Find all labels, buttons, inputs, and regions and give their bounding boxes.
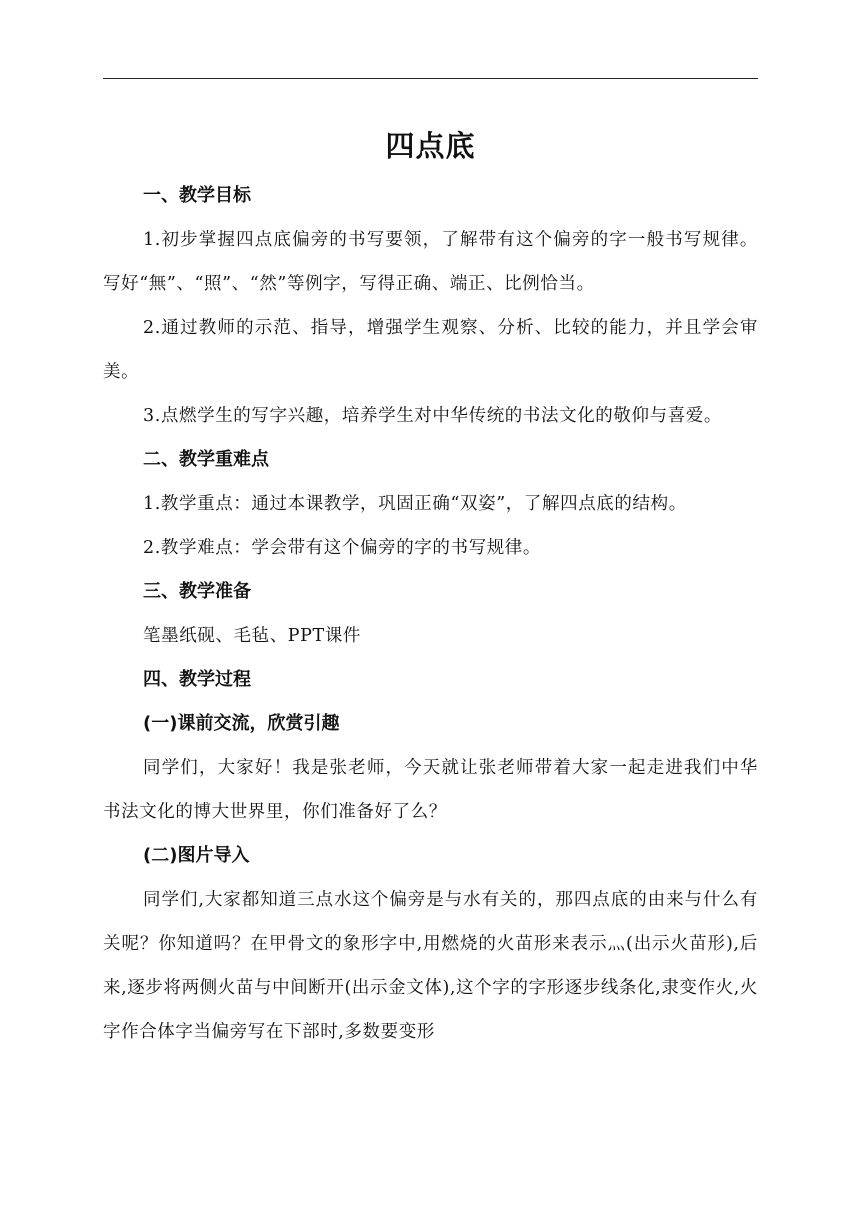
process-step-text: 同学们,大家都知道三点水这个偏旁是与水有关的，那四点底的由来与什么有关呢？你知道吗？在甲骨文的象形字中,用燃烧的火苗形来表示灬(出示火苗形),后来,逐步将两侧火苗与中间断开(出示金文体),这个字的字形逐步线条化,隶变作火,火字作合体字当偏旁写在下部时,多数要变形 (103, 890, 758, 1042)
key-point-item: 2.教学难点：学会带有这个偏旁的字的书写规律。 (143, 538, 541, 558)
page-title: 四点底 (385, 129, 476, 163)
section-heading-key-points: 二、教学重难点 (143, 449, 269, 470)
objective-item: 3.点燃学生的写字兴趣，培养学生对中华传统的书法文化的敬仰与喜爱。 (143, 406, 722, 426)
process-step-heading: (一)课前交流，欣赏引趣 (143, 713, 340, 734)
process-step-text: 同学们，大家好！我是张老师，今天就让张老师带着大家一起走进我们中华书法文化的博大世界里，你们准备好了么？ (103, 758, 758, 822)
document-body (103, 118, 758, 1054)
key-point-item: 1.教学重点：通过本课教学，巩固正确“双姿”，了解四点底的结构。 (143, 494, 687, 514)
objective-item: 1.初步掌握四点底偏旁的书写要领，了解带有这个偏旁的字一般书写规律。写好“無”、“照”、“然”等例字，写得正确、端正、比例恰当。 (103, 230, 758, 294)
objective-item: 2.通过教师的示范、指导，增强学生观察、分析、比较的能力，并且学会审美。 (103, 318, 758, 382)
section-heading-process: 四、教学过程 (143, 669, 251, 690)
section-heading-objectives: 一、教学目标 (143, 185, 251, 206)
header-rule (103, 78, 758, 79)
section-heading-preparation: 三、教学准备 (143, 581, 251, 602)
process-step-heading: (二)图片导入 (143, 845, 250, 866)
preparation-text: 笔墨纸砚、毛毡、PPT课件 (143, 626, 362, 646)
